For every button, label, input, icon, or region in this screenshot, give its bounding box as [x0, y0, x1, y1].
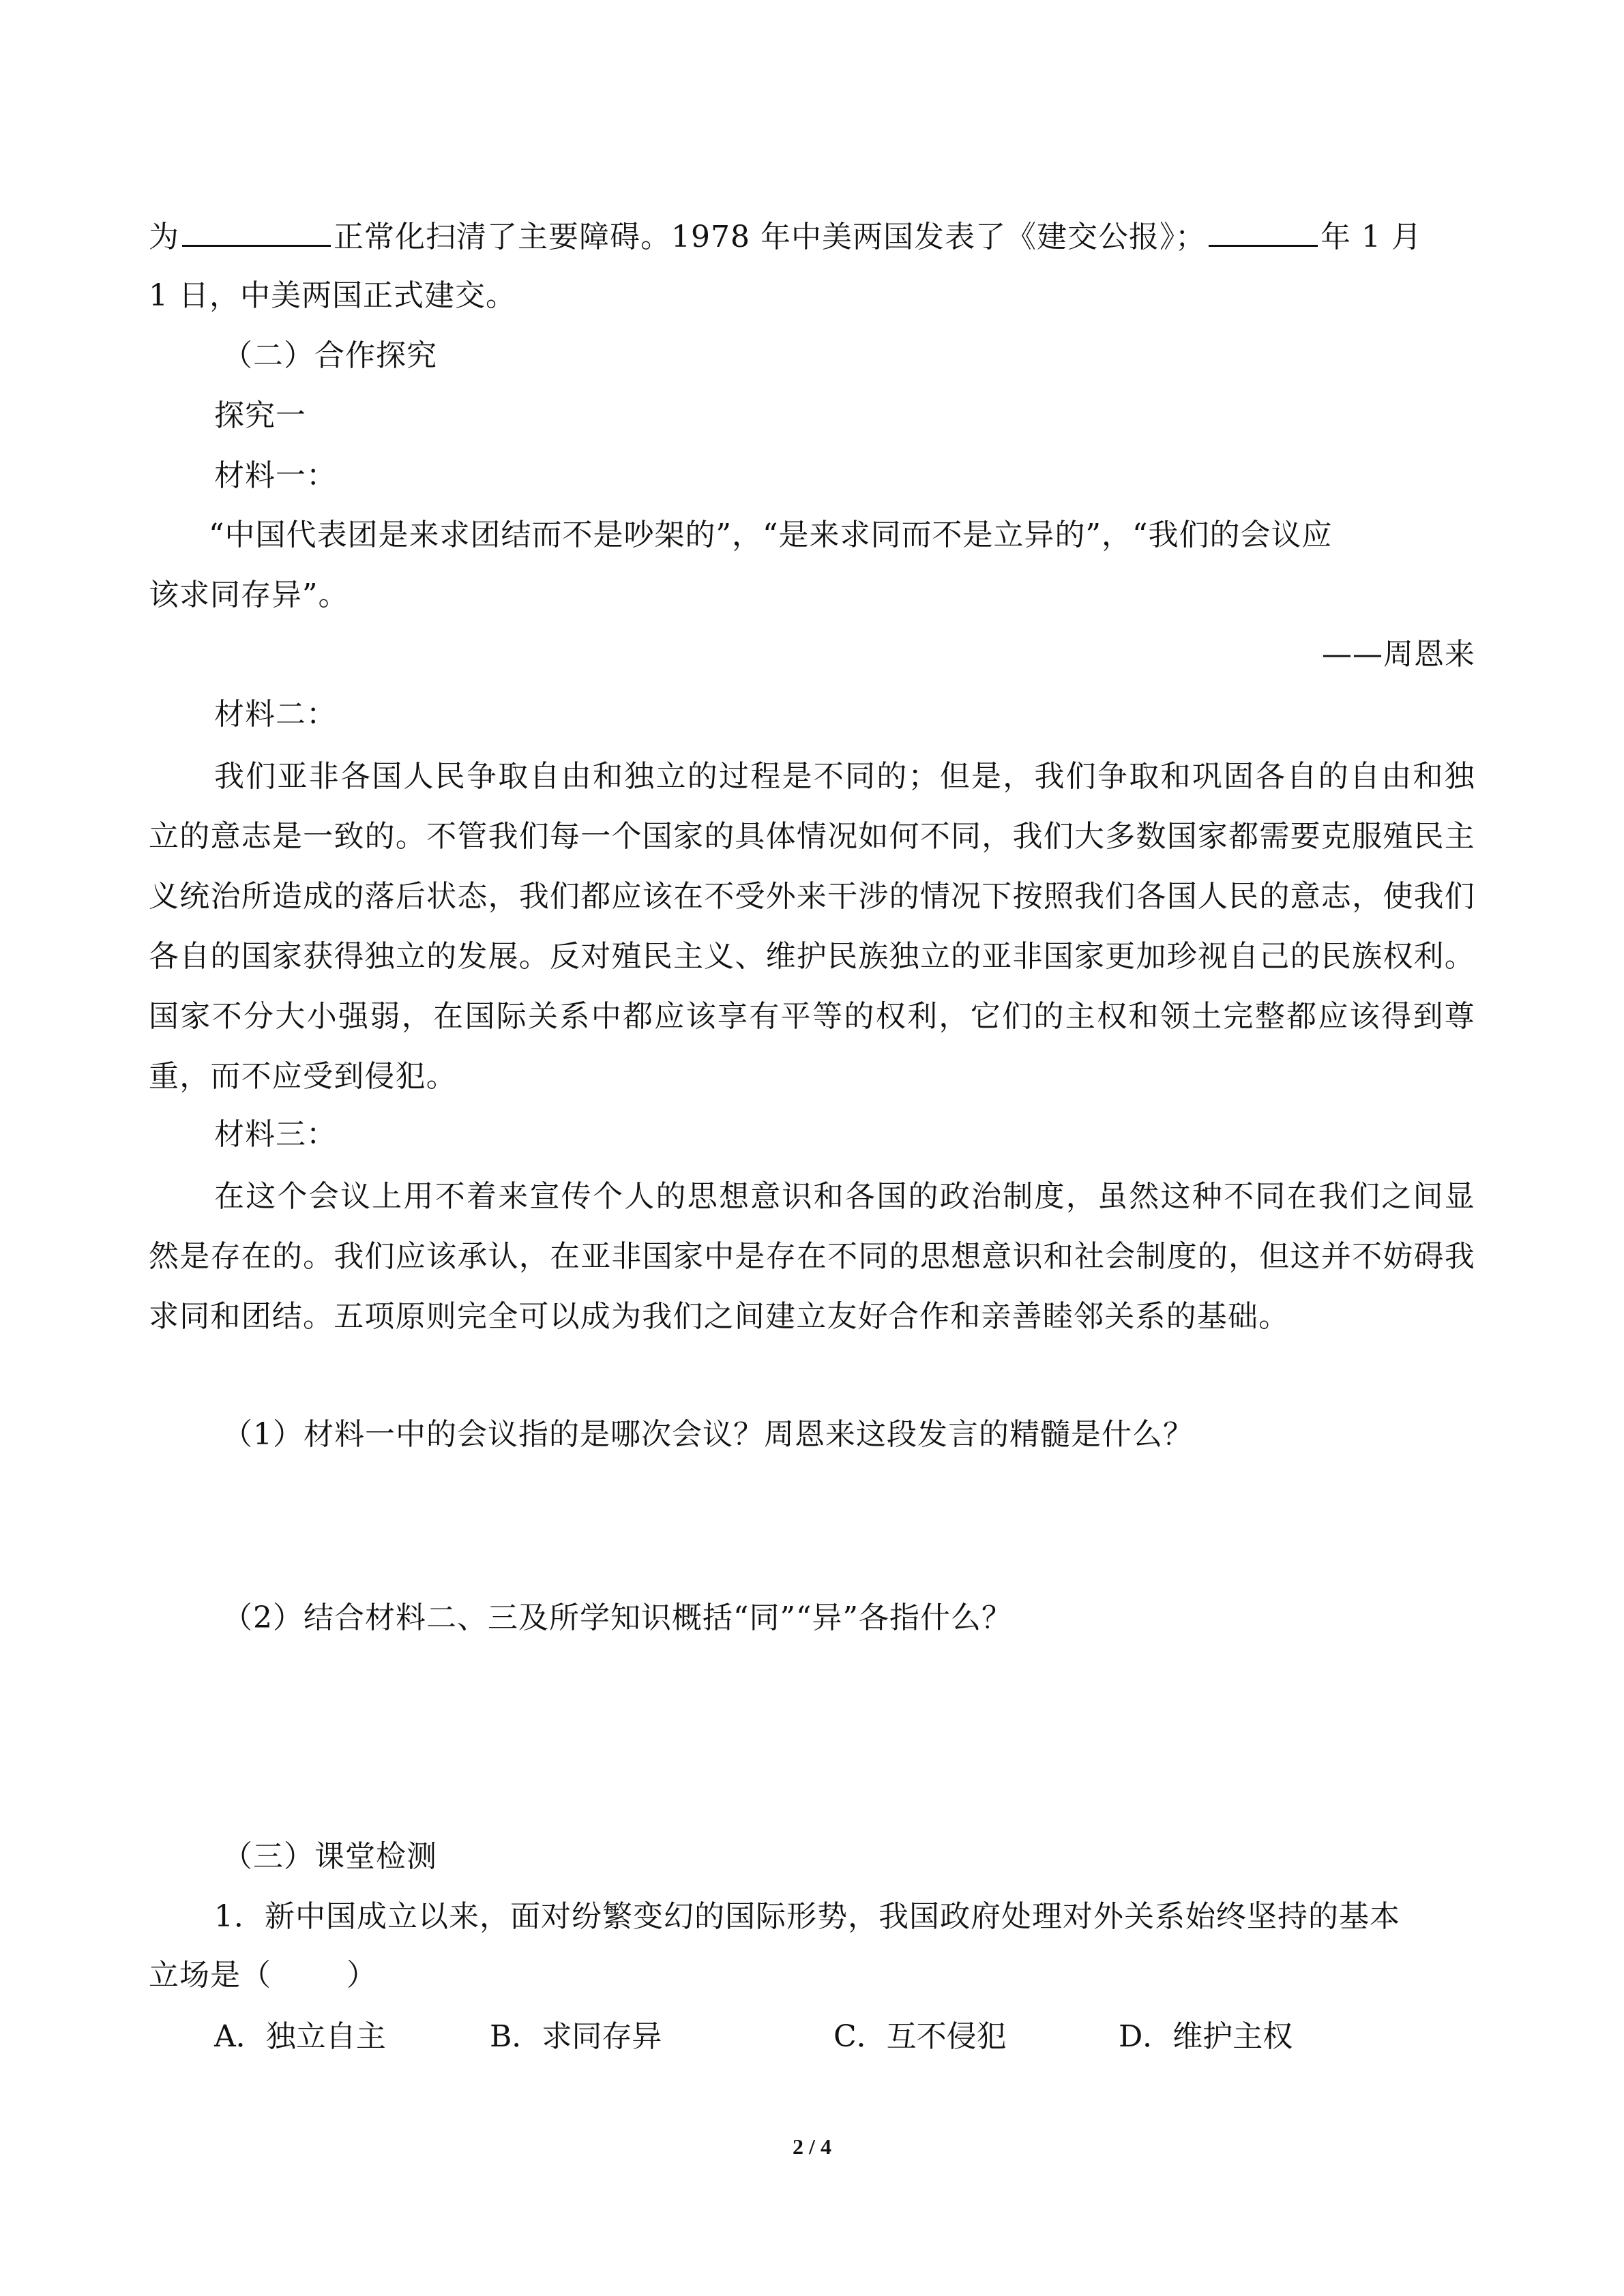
material-2-text: 我们亚非各国人民争取自由和独立的过程是不同的；但是，我们争取和巩固各自的自由和独立的意志是一致的。不管我们每一个国家的具体情况如何不同，我们大多数国家都需要克服殖民主义统治所造成的落后状态，我们都应该在不受外来干涉的情况下按照我们各国人民的意志，使我们各自的国家获得独立的发展。反对殖民主义、维护民族独立的亚非国家更加珍视自己的民族权利。国家不分大小强弱，在国际关系中都应该享有平等的权利，它们的主权和领土完整都应该得到尊重，而不应受到侵犯。 [149, 759, 1475, 1094]
answer-blank-2[interactable] [1209, 215, 1318, 247]
intro-text-a: 为 [149, 220, 179, 254]
question-1: （1）材料一中的会议指的是哪次会议？周恩来这段发言的精髓是什么？ [222, 1417, 1194, 1452]
test-question-1-stem: 立场是（ [149, 1958, 271, 1993]
material-1-attribution: ——周恩来 [1322, 637, 1475, 672]
inquiry-heading: 探究一 [214, 398, 306, 433]
test-question-1-line-2 [149, 1955, 377, 1996]
test-question-1-close-paren: ） [346, 1958, 377, 1993]
test-question-1-line-1: 1．新中国成立以来，面对纷繁变幻的国际形势，我国政府处理对外关系始终坚持的基本 [214, 1899, 1400, 1934]
material-3-label: 材料三： [214, 1117, 337, 1152]
option-b[interactable]: B．求同存异 [490, 2019, 662, 2054]
option-c[interactable]: C．互不侵犯 [833, 2019, 1007, 2054]
intro-text-c: 年 1 月 [1320, 220, 1422, 254]
material-3-text: 在这个会议上用不着来宣传个人的思想意识和各国的政治制度，虽然这种不同在我们之间显然是存在的。我们应该承认，在亚非国家中是存在不同的思想意识和社会制度的，但这并不妨碍我求同和团结。五项原则完全可以成为我们之间建立友好合作和亲善睦邻关系的基础。 [149, 1179, 1475, 1334]
option-d[interactable]: D．维护主权 [1119, 2019, 1293, 2054]
option-a[interactable]: A．独立自主 [214, 2019, 386, 2054]
material-2-label: 材料二： [214, 697, 337, 732]
material-1-label: 材料一： [214, 458, 337, 493]
material-1-quote-line-2: 该求同存异”。 [149, 578, 349, 612]
intro-text-b: 正常化扫清了主要障碍。1978 年中美两国发表了《建交公报》； [334, 220, 1206, 254]
section-2-title: （二）合作探究 [222, 338, 437, 373]
intro-line-1 [149, 215, 1422, 258]
intro-line-2: 1 日，中美两国正式建交。 [149, 278, 516, 313]
section-3-title: （三）课堂检测 [222, 1839, 437, 1874]
answer-blank-1[interactable] [182, 215, 331, 247]
material-1-quote-line-1: “中国代表团是来求团结而不是吵架的”，“是来求同而不是立异的”，“我们的会议应 [209, 518, 1333, 552]
question-2: （2）结合材料二、三及所学知识概括“同”“异”各指什么？ [222, 1600, 1012, 1635]
page-number: 2 / 4 [793, 2134, 831, 2159]
